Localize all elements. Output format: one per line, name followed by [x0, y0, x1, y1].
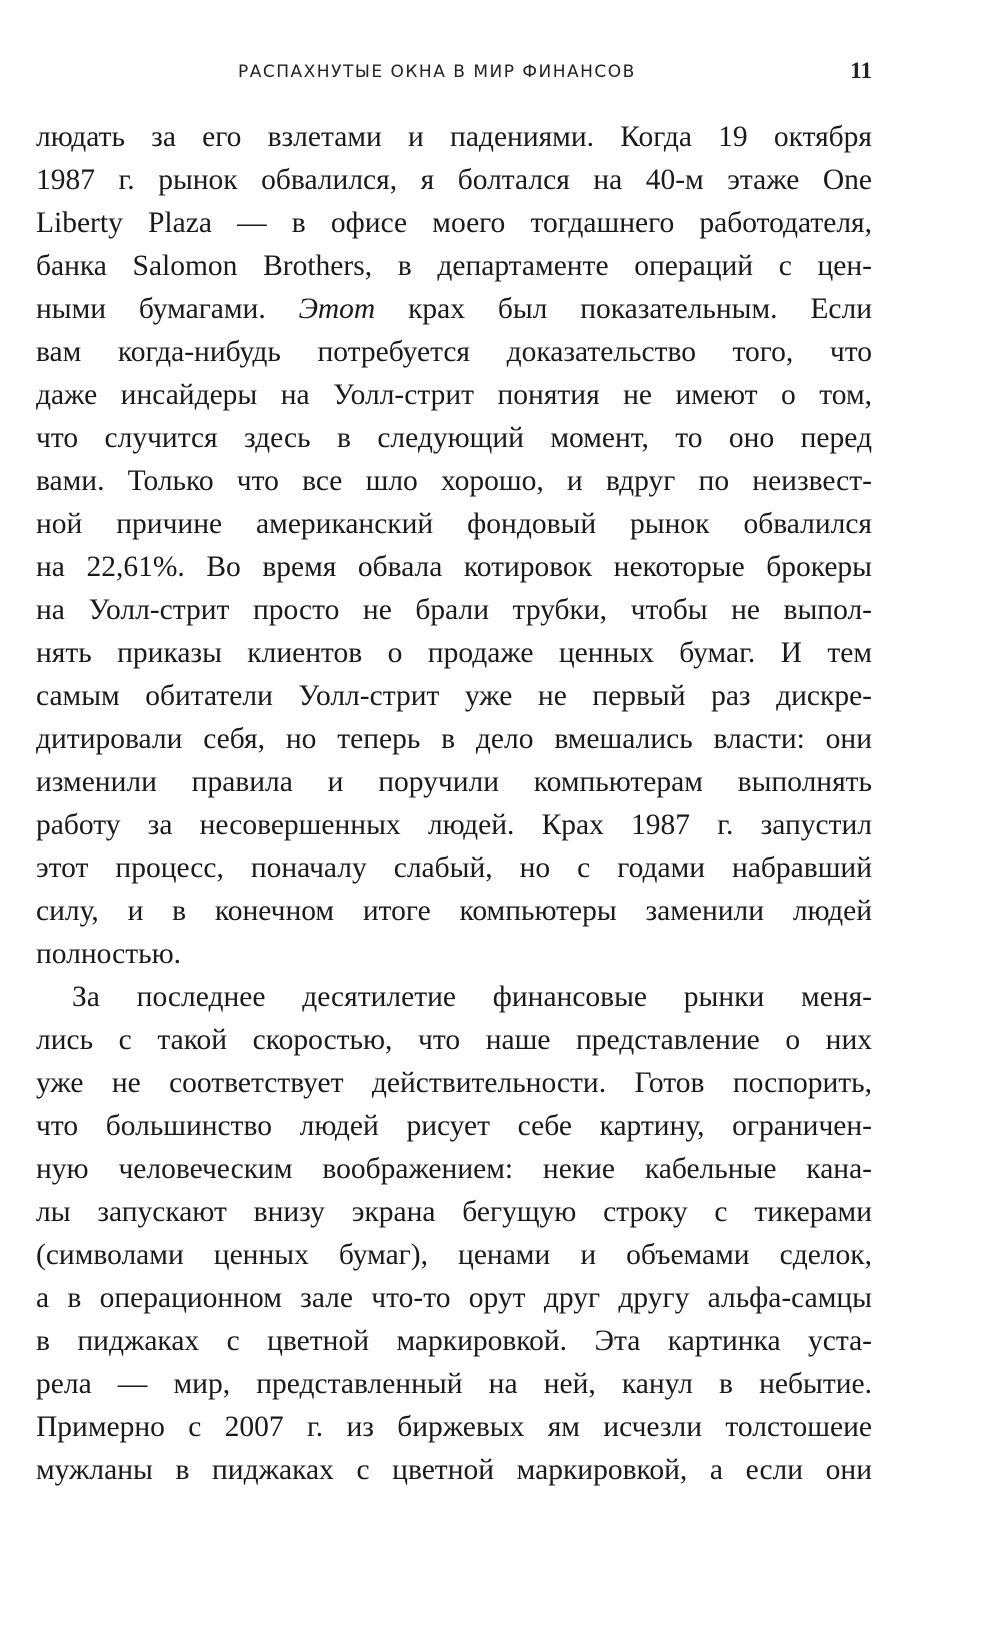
text-line: даже инсайдеры на Уолл-стрит понятия не имеют о том, — [36, 379, 872, 411]
text-line: что большинство людей рисует себе картину, ограничен- — [36, 1110, 872, 1142]
text-line: силу, и в конечном итоге компьютеры заменили людей — [36, 895, 872, 927]
text-line: что случится здесь в следующий момент, то оно перед — [36, 422, 872, 454]
running-title: РАСПАХНУТЫЕ ОКНА В МИР ФИНАНСОВ — [238, 62, 636, 82]
text-line: лы запускают внизу экрана бегущую строку с тикерами — [36, 1196, 872, 1228]
paragraph-1 — [36, 116, 872, 976]
text-line: (символами ценных бумаг), ценами и объемами сделок, — [36, 1239, 872, 1271]
text-line: этот процесс, поначалу слабый, но с годами набравший — [36, 852, 872, 884]
text-line: людать за его взлетами и падениями. Когда 19 октября — [36, 121, 872, 153]
text-line: в пиджаках с цветной маркировкой. Эта картинка уста- — [36, 1325, 872, 1357]
text-line: 1987 г. рынок обвалился, я болтался на 40-м этаже One — [36, 164, 872, 196]
text-line: мужланы в пиджаках с цветной маркировкой, а если они — [36, 1454, 872, 1486]
text-line: уже не соответствует действительности. Готов поспорить, — [36, 1067, 872, 1099]
paragraph-2 — [36, 976, 872, 1492]
text-line: полностью. — [36, 938, 181, 970]
text-line: ной причине американский фондовый рынок обвалился — [36, 508, 872, 540]
text-line: работу за несовершенных людей. Крах 1987 г. запустил — [36, 809, 872, 841]
text-line: нять приказы клиентов о продаже ценных бумаг. И тем — [36, 637, 872, 669]
text-line: За последнее десятилетие финансовые рынки меня- — [72, 981, 872, 1013]
text-line: вам когда-нибудь потребуется доказательство того, что — [36, 336, 872, 368]
text-run: крах был показательным. Если — [375, 293, 872, 325]
text-line: дитировали себя, но теперь в дело вмешались власти: они — [36, 723, 872, 755]
text-line: рела — мир, представленный на ней, канул в небытие. — [36, 1368, 872, 1400]
text-line: самым обитатели Уолл-стрит уже не первый раз дискре- — [36, 680, 872, 712]
text-line: Liberty Plaza — в офисе моего тогдашнего работодателя, — [36, 207, 872, 239]
emphasized-word: Этот — [298, 293, 376, 325]
text-line: ную человеческим воображением: некие кабельные кана- — [36, 1153, 872, 1185]
text-line: на Уолл-стрит просто не брали трубки, чтобы не выпол- — [36, 594, 872, 626]
text-line — [36, 288, 872, 331]
text-run: ными бумагами. — [36, 293, 299, 325]
text-line: банка Salomon Brothers, в департаменте операций с цен- — [36, 250, 872, 282]
text-line: изменили правила и поручили компьютерам выполнять — [36, 766, 872, 798]
page-number: 11 — [850, 58, 872, 83]
text-line: Примерно с 2007 г. из биржевых ям исчезли толстошеие — [36, 1411, 872, 1443]
text-line: а в операционном зале что-то орут друг другу альфа-самцы — [36, 1282, 872, 1314]
text-line: вами. Только что все шло хорошо, и вдруг по неизвест- — [36, 465, 872, 497]
body-text — [36, 116, 872, 1492]
text-line: на 22,61%. Во время обвала котировок некоторые брокеры — [36, 551, 872, 583]
text-line: лись с такой скоростью, что наше представление о них — [36, 1024, 872, 1056]
running-head — [38, 58, 872, 88]
